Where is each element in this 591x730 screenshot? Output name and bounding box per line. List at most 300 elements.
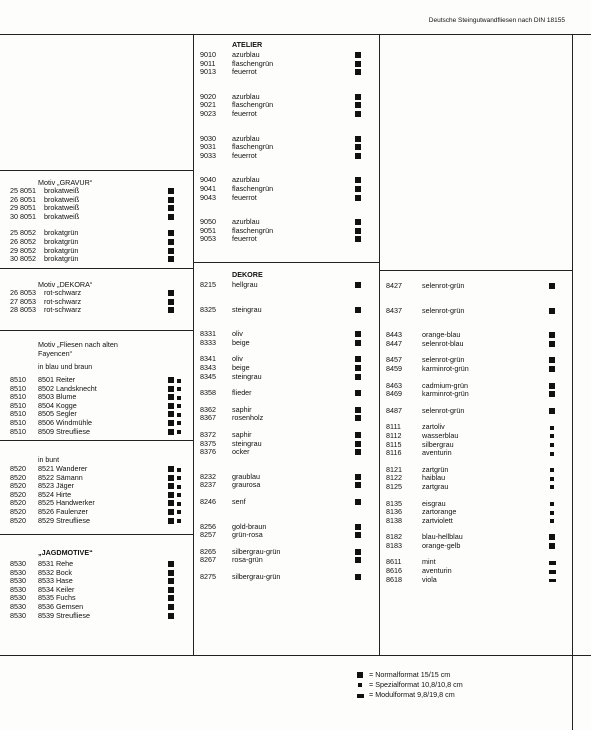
article-number: 8367 bbox=[200, 413, 216, 423]
spezialformat-square-icon bbox=[550, 485, 554, 489]
section-col3 bbox=[386, 282, 566, 584]
article-number: 8135 bbox=[386, 498, 402, 508]
tile-row bbox=[10, 499, 190, 508]
spezialformat-square-icon bbox=[550, 426, 554, 430]
color-name: flaschengrün bbox=[232, 142, 274, 152]
tile-row bbox=[200, 556, 370, 565]
spacer bbox=[200, 540, 370, 548]
normalformat-square-icon bbox=[168, 595, 174, 601]
spacer bbox=[200, 347, 370, 355]
tile-row bbox=[10, 482, 190, 491]
color-name: gold-braun bbox=[232, 521, 267, 531]
normalformat-square-icon bbox=[355, 365, 361, 371]
spacer bbox=[200, 565, 370, 573]
color-name: saphir bbox=[232, 404, 252, 414]
spezialformat-square-icon bbox=[550, 502, 554, 506]
article-number: 8358 bbox=[200, 388, 216, 398]
article-number: 8459 bbox=[386, 363, 402, 373]
spacer bbox=[200, 322, 370, 330]
normalformat-square-icon bbox=[549, 283, 555, 289]
tile-row bbox=[386, 517, 566, 526]
article-number: 8427 bbox=[386, 281, 402, 290]
tile-row bbox=[10, 306, 190, 315]
tile-row bbox=[386, 449, 566, 458]
rule-dekore bbox=[193, 262, 379, 263]
normalformat-square-icon bbox=[355, 228, 361, 234]
article-number: 26 8052 bbox=[10, 236, 36, 246]
tile-row bbox=[200, 448, 370, 457]
normalformat-square-icon bbox=[168, 197, 174, 203]
spacer bbox=[386, 315, 566, 323]
spacer bbox=[386, 458, 566, 466]
rule-fayencen bbox=[0, 330, 193, 331]
modulformat-bar-icon bbox=[549, 570, 556, 574]
tile-row bbox=[10, 187, 190, 196]
color-name: beige bbox=[232, 337, 250, 347]
article-number: 9030 bbox=[200, 133, 216, 143]
tile-row bbox=[200, 431, 370, 440]
article-number: 8530 bbox=[10, 593, 26, 603]
right-edge-rule bbox=[572, 34, 573, 730]
article-number: 9051 bbox=[200, 225, 216, 235]
color-name: azurblau bbox=[232, 217, 260, 227]
motif-name: 8521 Wanderer bbox=[38, 464, 88, 473]
normalformat-square-icon bbox=[168, 214, 174, 220]
tile-row bbox=[200, 498, 370, 507]
normalformat-square-icon bbox=[549, 408, 555, 414]
spacer bbox=[386, 323, 566, 331]
color-name: silbergrau bbox=[422, 439, 454, 449]
spacer bbox=[200, 119, 370, 127]
spezialformat-square-icon bbox=[358, 683, 362, 687]
color-name: azurblau bbox=[232, 175, 260, 185]
spezialformat-square-icon bbox=[177, 404, 181, 408]
article-number: 9031 bbox=[200, 142, 216, 152]
normalformat-square-icon bbox=[355, 557, 361, 563]
tile-row bbox=[386, 307, 566, 316]
normalformat-square-icon bbox=[355, 549, 361, 555]
spacer bbox=[200, 423, 370, 431]
normalformat-square-icon bbox=[168, 604, 174, 610]
spacer bbox=[200, 457, 370, 465]
tile-row bbox=[10, 419, 190, 428]
article-number: 8265 bbox=[200, 546, 216, 556]
article-number: 8520 bbox=[10, 472, 26, 482]
tile-row bbox=[200, 143, 370, 152]
legend-text: = Normalformat 15/15 cm bbox=[369, 670, 451, 679]
legend-row bbox=[357, 670, 463, 680]
article-number: 8331 bbox=[200, 329, 216, 339]
tile-row bbox=[10, 491, 190, 500]
normalformat-square-icon bbox=[355, 186, 361, 192]
tile-row bbox=[10, 410, 190, 419]
spacer bbox=[386, 492, 566, 500]
atelier-title: ATELIER bbox=[232, 40, 263, 49]
color-name: selenrot-grün bbox=[422, 281, 465, 290]
article-number: 8618 bbox=[386, 574, 402, 584]
normalformat-square-icon bbox=[355, 407, 361, 413]
tile-row bbox=[200, 531, 370, 540]
tile-row bbox=[386, 390, 566, 399]
tile-row bbox=[386, 558, 566, 567]
tile-row bbox=[10, 229, 190, 238]
spacer bbox=[200, 77, 370, 85]
article-number: 25 8052 bbox=[10, 228, 36, 238]
legend-row bbox=[357, 690, 463, 700]
normalformat-square-icon bbox=[355, 432, 361, 438]
article-number: 29 8051 bbox=[10, 203, 36, 213]
section-atelier bbox=[200, 40, 370, 244]
spacer bbox=[200, 490, 370, 498]
color-name: brokatgrün bbox=[44, 245, 79, 255]
article-number: 8136 bbox=[386, 507, 402, 517]
dekora-title: Motiv „DEKORA“ bbox=[38, 280, 93, 289]
motif-name: 8525 Handwerker bbox=[38, 498, 95, 508]
fayencen-title-cont: Fayencen“ bbox=[38, 349, 72, 358]
tile-row bbox=[10, 569, 190, 578]
article-number: 8487 bbox=[386, 405, 402, 415]
spacer bbox=[386, 291, 566, 299]
article-number: 8325 bbox=[200, 304, 216, 314]
spezialformat-square-icon bbox=[550, 519, 554, 523]
jagd-title: „JAGDMOTIVE“ bbox=[38, 548, 93, 557]
article-number: 9010 bbox=[200, 50, 216, 59]
color-name: steingrau bbox=[232, 371, 262, 381]
color-name: senf bbox=[232, 496, 246, 506]
normalformat-square-icon bbox=[168, 420, 174, 426]
article-number: 28 8053 bbox=[10, 305, 36, 315]
spezialformat-square-icon bbox=[177, 493, 181, 497]
dekore-title: DEKORE bbox=[232, 270, 263, 279]
color-name: aventurin bbox=[422, 566, 452, 576]
article-number: 8510 bbox=[10, 392, 26, 402]
tile-row bbox=[200, 481, 370, 490]
tile-row bbox=[200, 51, 370, 60]
normalformat-square-icon bbox=[355, 482, 361, 488]
article-number: 8530 bbox=[10, 601, 26, 611]
normalformat-square-icon bbox=[168, 205, 174, 211]
normalformat-square-icon bbox=[355, 449, 361, 455]
motif-name: 8505 Segler bbox=[38, 409, 77, 419]
color-name: zartgrau bbox=[422, 481, 449, 491]
spacer bbox=[200, 168, 370, 176]
article-number: 8376 bbox=[200, 447, 216, 457]
color-name: selenrot-grün bbox=[422, 355, 465, 365]
article-number: 8530 bbox=[10, 584, 26, 594]
motif-name: 8534 Keiler bbox=[38, 584, 75, 594]
article-number: 26 8051 bbox=[10, 194, 36, 204]
color-name: feuerrot bbox=[232, 108, 257, 118]
normalformat-square-icon bbox=[355, 69, 361, 75]
spezialformat-square-icon bbox=[550, 468, 554, 472]
color-name: wasserblau bbox=[422, 430, 459, 440]
legend-text: = Modulformat 9,8/19,8 cm bbox=[369, 690, 455, 699]
color-name: eisgrau bbox=[422, 498, 446, 508]
normalformat-square-icon bbox=[355, 94, 361, 100]
spacer bbox=[200, 210, 370, 218]
article-number: 8215 bbox=[200, 280, 216, 289]
color-name: feuerrot bbox=[232, 67, 257, 77]
section-dekora bbox=[10, 280, 190, 315]
article-number: 8510 bbox=[10, 417, 26, 427]
spezialformat-square-icon bbox=[177, 510, 181, 514]
normalformat-square-icon bbox=[168, 466, 174, 472]
tile-row bbox=[10, 196, 190, 205]
tile-row bbox=[386, 365, 566, 374]
normalformat-square-icon bbox=[355, 307, 361, 313]
color-name: brokatgrün bbox=[44, 236, 79, 246]
normalformat-square-icon bbox=[168, 570, 174, 576]
spacer bbox=[200, 202, 370, 210]
article-number: 26 8053 bbox=[10, 288, 36, 297]
normalformat-square-icon bbox=[549, 332, 555, 338]
color-name: selenrot-blau bbox=[422, 338, 464, 348]
rule-gravur bbox=[0, 170, 193, 171]
color-name: graurosa bbox=[232, 480, 261, 490]
color-name: brokatweiß bbox=[44, 203, 80, 213]
color-name: flaschengrün bbox=[232, 225, 274, 235]
motif-name: 8529 Streufliese bbox=[38, 515, 90, 525]
article-number: 8375 bbox=[200, 438, 216, 448]
article-number: 9050 bbox=[200, 217, 216, 227]
article-number: 9020 bbox=[200, 91, 216, 101]
tile-row bbox=[386, 282, 566, 291]
color-name: oliv bbox=[232, 329, 243, 339]
tile-row bbox=[200, 185, 370, 194]
motif-name: 8533 Hase bbox=[38, 576, 73, 586]
article-number: 8469 bbox=[386, 389, 402, 399]
article-number: 8111 bbox=[386, 422, 401, 432]
tile-row bbox=[200, 93, 370, 102]
normalformat-square-icon bbox=[168, 613, 174, 619]
color-name: brokatweiß bbox=[44, 186, 80, 195]
color-name: flieder bbox=[232, 388, 252, 398]
normalformat-square-icon bbox=[355, 282, 361, 288]
tile-row bbox=[200, 414, 370, 423]
tile-row bbox=[386, 533, 566, 542]
normalformat-square-icon bbox=[168, 578, 174, 584]
spezialformat-square-icon bbox=[550, 452, 554, 456]
color-name: feuerrot bbox=[232, 234, 257, 244]
spezialformat-square-icon bbox=[177, 502, 181, 506]
normalformat-square-icon bbox=[549, 383, 555, 389]
color-name: graublau bbox=[232, 471, 260, 481]
article-number: 9033 bbox=[200, 150, 216, 160]
color-name: rot-schwarz bbox=[44, 305, 82, 315]
article-number: 8463 bbox=[386, 380, 402, 390]
tile-row bbox=[200, 406, 370, 415]
normalformat-square-icon bbox=[355, 331, 361, 337]
spacer bbox=[200, 507, 370, 515]
spacer bbox=[200, 398, 370, 406]
tile-row bbox=[10, 586, 190, 595]
spezialformat-square-icon bbox=[177, 379, 181, 383]
motif-name: 8506 Windmühle bbox=[38, 417, 92, 427]
motif-name: 8535 Fuchs bbox=[38, 593, 76, 603]
normalformat-square-icon bbox=[355, 499, 361, 505]
section-fayencen bbox=[10, 340, 190, 436]
tile-row bbox=[10, 517, 190, 526]
article-number: 8257 bbox=[200, 530, 216, 540]
tile-row bbox=[10, 238, 190, 247]
spacer bbox=[200, 298, 370, 306]
color-name: feuerrot bbox=[232, 150, 257, 160]
normalformat-square-icon bbox=[168, 403, 174, 409]
article-number: 30 8052 bbox=[10, 254, 36, 264]
color-name: brokatgrün bbox=[44, 254, 79, 264]
article-number: 8447 bbox=[386, 338, 402, 348]
fayencen-title: Motiv „Fliesen nach alten bbox=[38, 340, 118, 349]
normalformat-square-icon bbox=[168, 188, 174, 194]
tile-row bbox=[10, 393, 190, 402]
normalformat-square-icon bbox=[168, 394, 174, 400]
normalformat-square-icon bbox=[355, 111, 361, 117]
normalformat-square-icon bbox=[355, 102, 361, 108]
tile-row bbox=[200, 364, 370, 373]
rule-jagd bbox=[0, 534, 193, 535]
bunt-subtitle: in bunt bbox=[38, 457, 60, 464]
motif-name: 8509 Streufliese bbox=[38, 426, 90, 436]
article-number: 9043 bbox=[200, 192, 216, 202]
tile-row bbox=[200, 281, 370, 290]
normalformat-square-icon bbox=[168, 377, 174, 383]
normalformat-square-icon bbox=[168, 290, 174, 296]
tile-row bbox=[200, 306, 370, 315]
color-name: azurblau bbox=[232, 91, 260, 101]
article-number: 25 8051 bbox=[10, 186, 36, 195]
spacer bbox=[200, 381, 370, 389]
normalformat-square-icon bbox=[549, 534, 555, 540]
normalformat-square-icon bbox=[168, 256, 174, 262]
spezialformat-square-icon bbox=[177, 387, 181, 391]
article-number: 8520 bbox=[10, 481, 26, 491]
spezialformat-square-icon bbox=[550, 434, 554, 438]
spacer bbox=[386, 525, 566, 533]
tile-row bbox=[10, 376, 190, 385]
tile-row bbox=[200, 440, 370, 449]
spezialformat-square-icon bbox=[177, 476, 181, 480]
motif-name: 8523 Jäger bbox=[38, 481, 74, 491]
tile-row bbox=[200, 355, 370, 364]
color-name: flaschengrün bbox=[232, 183, 274, 193]
article-number: 8510 bbox=[10, 426, 26, 436]
color-name: azurblau bbox=[232, 50, 260, 59]
article-number: 29 8052 bbox=[10, 245, 36, 255]
modulformat-bar-icon bbox=[357, 694, 364, 698]
spacer bbox=[386, 374, 566, 382]
article-number: 8443 bbox=[386, 330, 402, 340]
color-name: zartorange bbox=[422, 507, 457, 517]
color-name: rosenholz bbox=[232, 413, 264, 423]
color-name: ocker bbox=[232, 447, 250, 457]
article-number: 8341 bbox=[200, 354, 216, 364]
article-number: 8343 bbox=[200, 362, 216, 372]
article-number: 9021 bbox=[200, 100, 216, 110]
tile-row bbox=[10, 612, 190, 621]
tile-row bbox=[386, 331, 566, 340]
color-name: viola bbox=[422, 574, 437, 584]
tile-row bbox=[10, 289, 190, 298]
color-name: haiblau bbox=[422, 473, 446, 483]
article-number: 8520 bbox=[10, 498, 26, 508]
tile-row bbox=[200, 135, 370, 144]
color-name: cadmium-grün bbox=[422, 380, 468, 390]
tile-row bbox=[200, 101, 370, 110]
article-number: 9013 bbox=[200, 67, 216, 77]
article-number: 9023 bbox=[200, 108, 216, 118]
color-name: beige bbox=[232, 362, 250, 372]
normalformat-square-icon bbox=[168, 307, 174, 313]
tile-row bbox=[200, 373, 370, 382]
tile-row bbox=[386, 432, 566, 441]
normalformat-square-icon bbox=[549, 366, 555, 372]
normalformat-square-icon bbox=[357, 672, 363, 678]
color-name: mint bbox=[422, 557, 436, 567]
tile-row bbox=[10, 508, 190, 517]
normalformat-square-icon bbox=[355, 532, 361, 538]
tile-row bbox=[200, 573, 370, 582]
article-number: 8182 bbox=[386, 532, 402, 542]
color-name: karminrot-grün bbox=[422, 363, 469, 373]
column-divider-1 bbox=[193, 34, 194, 656]
normalformat-square-icon bbox=[168, 230, 174, 236]
tile-row bbox=[10, 465, 190, 474]
article-number: 8530 bbox=[10, 559, 26, 568]
color-name: saphir bbox=[232, 429, 252, 439]
color-name: hellgrau bbox=[232, 280, 258, 289]
normalformat-square-icon bbox=[168, 518, 174, 524]
gravur-title: Motiv „GRAVUR“ bbox=[38, 178, 93, 187]
motif-name: 8524 Hirte bbox=[38, 489, 72, 499]
color-name: zartoliv bbox=[422, 422, 445, 432]
color-name: blau-hellblau bbox=[422, 532, 463, 542]
tile-row bbox=[200, 176, 370, 185]
spezialformat-square-icon bbox=[177, 396, 181, 400]
spacer bbox=[200, 290, 370, 298]
article-number: 8510 bbox=[10, 383, 26, 393]
tile-row bbox=[386, 508, 566, 517]
section-jagd bbox=[10, 548, 190, 620]
spacer bbox=[386, 550, 566, 558]
tile-row bbox=[386, 483, 566, 492]
normalformat-square-icon bbox=[355, 52, 361, 58]
tile-row bbox=[386, 407, 566, 416]
normalformat-square-icon bbox=[168, 587, 174, 593]
color-name: brokatweiß bbox=[44, 194, 80, 204]
normalformat-square-icon bbox=[168, 509, 174, 515]
rule-col3 bbox=[379, 270, 572, 271]
tile-row bbox=[200, 548, 370, 557]
section-gravur bbox=[10, 178, 190, 264]
spezialformat-square-icon bbox=[550, 443, 554, 447]
color-name: grün-rosa bbox=[232, 530, 263, 540]
color-name: selenrot-grün bbox=[422, 305, 465, 315]
color-name: rosa-grün bbox=[232, 555, 263, 565]
page-header: Deutsche Steingutwandfliesen nach DIN 18155 bbox=[428, 17, 565, 24]
color-name: silbergrau-grün bbox=[232, 571, 281, 581]
tile-row bbox=[200, 523, 370, 532]
motif-name: 8502 Landsknecht bbox=[38, 383, 97, 393]
color-name: orange-gelb bbox=[422, 540, 461, 550]
tile-row bbox=[200, 152, 370, 161]
modulformat-bar-icon bbox=[549, 579, 556, 583]
spacer bbox=[386, 299, 566, 307]
spacer bbox=[200, 85, 370, 93]
tile-row bbox=[10, 255, 190, 264]
color-name: zartgrün bbox=[422, 464, 449, 474]
fayencen-subtitle: in blau und braun bbox=[38, 364, 93, 371]
article-number: 8237 bbox=[200, 480, 216, 490]
